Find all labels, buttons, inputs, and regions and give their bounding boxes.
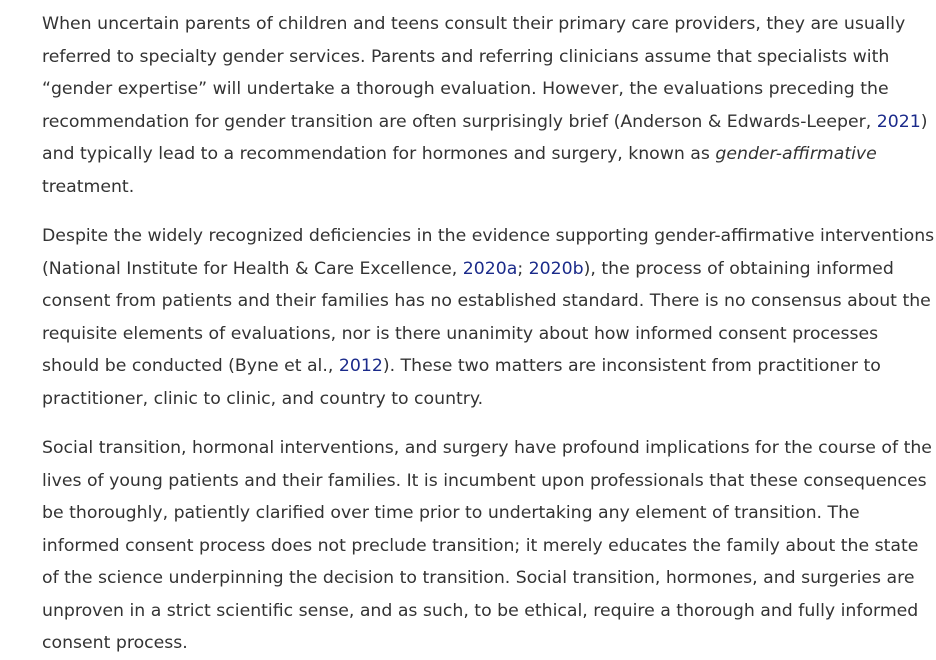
- paragraph-2: [42, 220, 936, 415]
- citation-link-byne-2012[interactable]: 2012: [338, 356, 383, 376]
- paragraph-1-text-c: treatment.: [42, 176, 135, 197]
- paragraph-2-text-a: Despite the widely recognized deficiencies in the evidence supporting gender-affirmative interventions (National Institute for Health & Care Excellence,: [42, 226, 935, 279]
- citation-separator: ;: [517, 258, 529, 279]
- paragraph-1-text-a: When uncertain parents of children and teens consult their primary care providers, they are usually referred to specialty gender services. Parents and referring clinicians assume that specialists with “gender expertise” will undertake a thorough evaluation. However, the evaluations preceding the recommendation for gender transition are often surprisingly brief (Anderson & Edwards-Leeper,: [42, 14, 906, 132]
- paragraph-2-text-b: ), the process of obtaining informed consent from patients and their families has no established standard. There is no consensus about the requisite elements of evaluations, nor is there unanimity about how informed consent processes should be conducted (Byne et al.,: [42, 258, 931, 376]
- citation-link-nice-2020a[interactable]: 2020a: [462, 258, 518, 279]
- emphasis-gender-affirmative: gender-affirmative: [715, 144, 877, 164]
- paragraph-3: [42, 432, 936, 660]
- paragraph-1: [42, 8, 936, 203]
- paragraph-3-text: Social transition, hormonal interventions, and surgery have profound implications for the course of the lives of young patients and their families. It is incumbent upon professionals that these consequences be thoroughly, patiently clarified over time prior to undertaking any element of transition. The informed consent process does not preclude transition; it merely educates the family about the state of the science underpinning the decision to transition. Social transition, hormones, and surgeries are unproven in a strict scientific sense, and as such, to be ethical, require a thorough and fully informed consent process.: [42, 438, 932, 653]
- paragraph-1-text-b: ) and typically lead to a recommendation for hormones and surgery, known as: [42, 111, 928, 164]
- citation-link-anderson-2021[interactable]: 2021: [876, 111, 921, 132]
- paragraph-2-text-c: ). These two matters are inconsistent from practitioner to practitioner, clinic to clinic, and country to country.: [42, 356, 881, 409]
- citation-link-nice-2020b[interactable]: 2020b: [528, 258, 584, 279]
